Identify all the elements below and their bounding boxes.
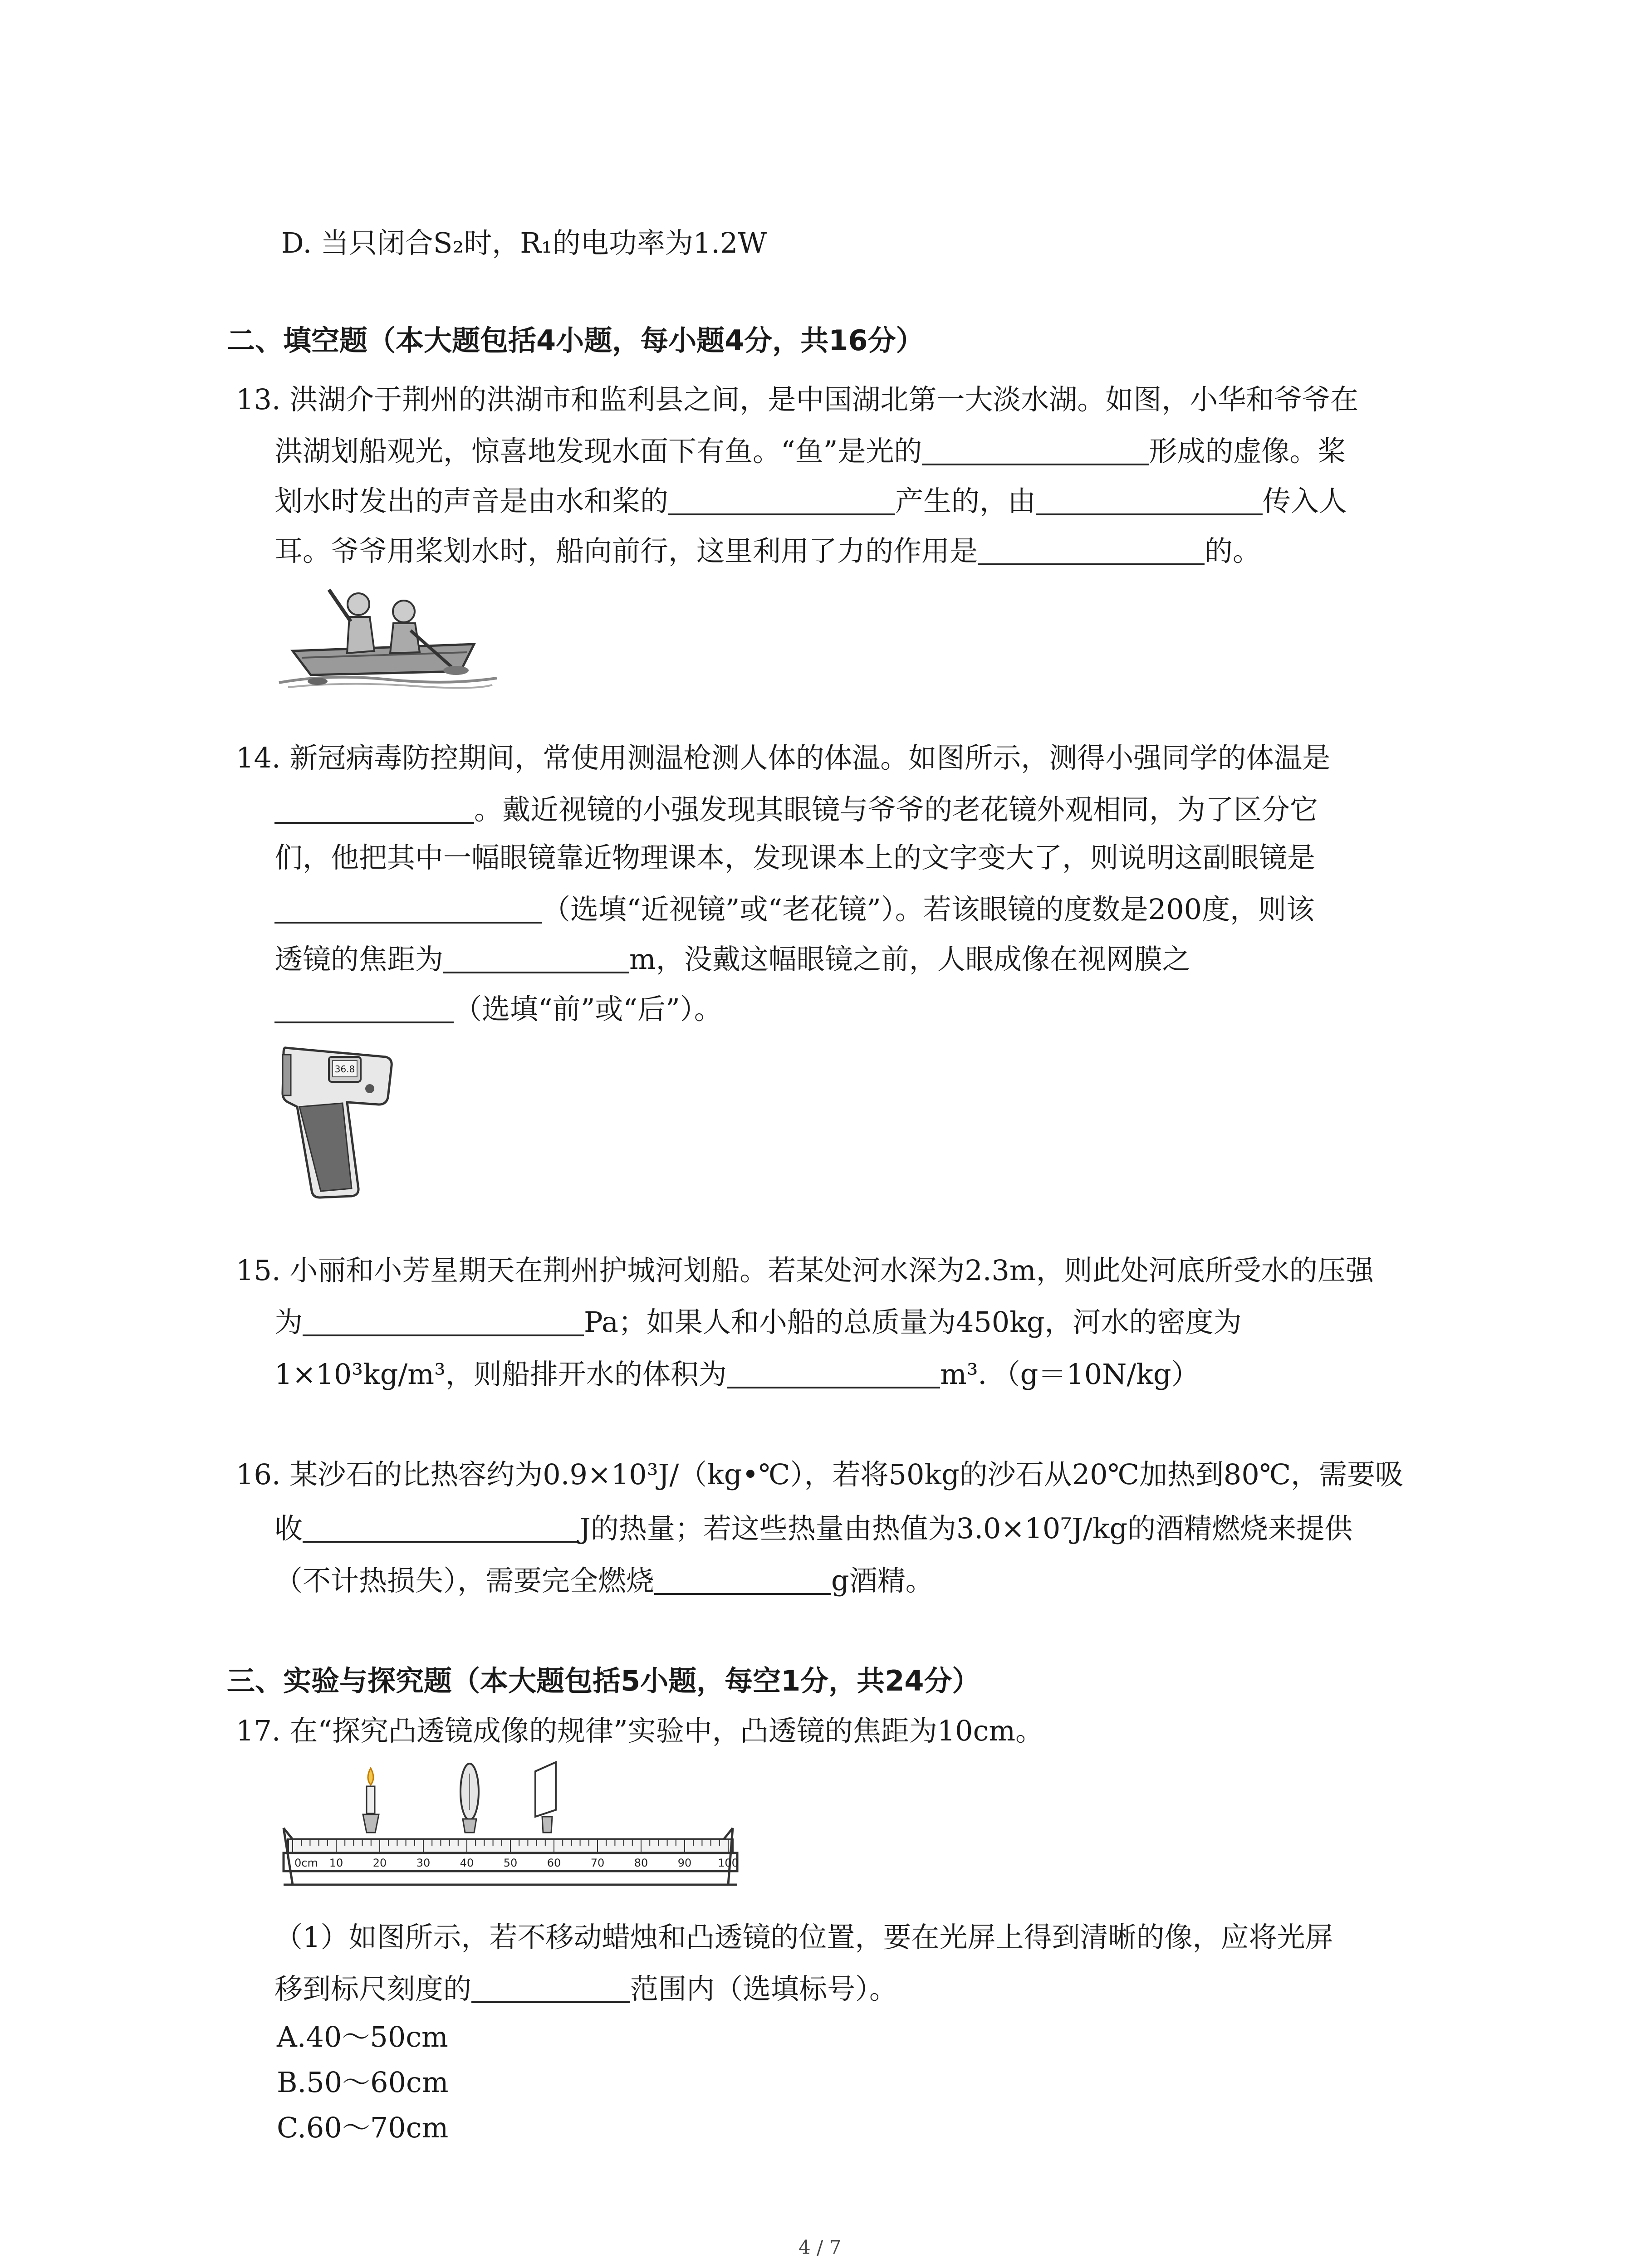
q13-line3 (274, 484, 1347, 518)
q17-option-c: C.60～70cm (277, 2111, 449, 2144)
q14-line6-text-b: （选填“前”或“后”）。 (454, 992, 722, 1026)
q15-line2 (274, 1305, 1242, 1339)
q14-line6 (274, 992, 722, 1026)
bench-tick-label: 50 (503, 1857, 518, 1869)
q16-line3-text-b: g酒精。 (831, 1564, 934, 1597)
q13-line2 (274, 435, 1346, 468)
q14-line1: 14. 新冠病毒防控期间，常使用测温枪测人体的体温。如图所示，测得小强同学的体温是 (236, 741, 1331, 774)
q14-blank-4[interactable] (274, 993, 454, 1023)
q15-line2-text-b: Pa；如果人和小船的总质量为450kg，河水的密度为 (584, 1305, 1242, 1339)
q15-line1: 15. 小丽和小芳星期天在荆州护城河划船。若某处河水深为2.3m，则此处河底所受水的压强 (236, 1254, 1374, 1287)
q14-blank-3[interactable] (443, 943, 629, 973)
candle-flame (368, 1768, 373, 1785)
bench-tick-label: 70 (590, 1857, 605, 1869)
q15-line3-text-a: 1×10³kg/m³，则船排开水的体积为 (274, 1358, 727, 1391)
q16-line2-text-a: 收 (274, 1512, 303, 1545)
candle (367, 1786, 375, 1813)
q15-blank-2[interactable] (727, 1359, 940, 1388)
q14-line4-text-b: （选填“近视镜”或“老花镜”）。若该眼镜的度数是200度，则该 (542, 893, 1315, 926)
q17-sub1-line2-text-b: 范围内（选填标号）。 (630, 1972, 898, 2005)
q15-line2-text-a: 为 (274, 1305, 303, 1339)
q13-line4-text-b: 的。 (1205, 534, 1261, 567)
bench-tick-label: 20 (372, 1857, 387, 1869)
q16-blank-1[interactable] (303, 1513, 579, 1543)
q13-line3-text-b: 产生的，由 (895, 484, 1036, 518)
bench-tick-label: 40 (460, 1857, 474, 1869)
bench-tick-label: 60 (547, 1857, 561, 1869)
q17-blank-1[interactable] (471, 1973, 630, 2003)
q12-option-d: D. 当只闭合S₂时，R₁的电功率为1.2W (281, 226, 767, 259)
q14-line5-text-b: m，没戴这幅眼镜之前，人眼成像在视网膜之 (629, 943, 1190, 976)
q13-line3-text-c: 传入人 (1263, 484, 1347, 518)
boat-figure (274, 576, 501, 692)
q14-blank-2[interactable] (274, 894, 542, 924)
thermometer-gun-figure (279, 1039, 397, 1202)
q13-line3-text-a: 划水时发出的声音是由水和桨的 (274, 484, 669, 518)
q13-blank-1[interactable] (922, 435, 1149, 465)
bench-tick-label: 90 (677, 1857, 692, 1869)
bench-tick-label: 30 (416, 1857, 431, 1869)
light-screen (535, 1762, 556, 1817)
page-footer: 4 / 7 (798, 2236, 842, 2258)
q13-line2-text-b: 形成的虚像。桨 (1149, 435, 1346, 468)
q14-line5 (274, 943, 1190, 976)
bench-tick-label: 80 (634, 1857, 648, 1869)
q14-line2 (274, 794, 1318, 824)
thermometer-display-text: 36.8 (334, 1064, 355, 1075)
q13-line2-text-a: 洪湖划船观光，惊喜地发现水面下有鱼。“鱼”是光的 (274, 435, 922, 468)
section3-heading: 三、实验与探究题（本大题包括5小题，每空1分，共24分） (227, 1664, 980, 1697)
q17-sub1-line2 (274, 1973, 897, 2003)
q17-sub1-line2-text-a: 移到标尺刻度的 (274, 1972, 472, 2005)
q16-line2 (274, 1513, 1352, 1543)
q15-line3-text-b: m³．（g＝10N/kg） (940, 1358, 1200, 1391)
q13-line4-text-a: 耳。爷爷用桨划水时，船向前行，这里利用了力的作用是 (274, 534, 978, 567)
q13-blank-3[interactable] (1036, 485, 1263, 515)
q17-line1: 17. 在“探究凸透镜成像的规律”实验中，凸透镜的焦距为10cm。 (236, 1714, 1044, 1747)
q16-line2-text-b: J的热量；若这些热量由热值为3.0×10⁷J/kg的酒精燃烧来提供 (579, 1512, 1353, 1545)
q15-line3 (274, 1358, 1200, 1391)
q13-blank-2[interactable] (668, 485, 895, 515)
q14-blank-1[interactable] (274, 794, 474, 824)
q17-option-b: B.50～60cm (277, 2066, 449, 2099)
q16-line3 (274, 1565, 934, 1595)
q13-line4 (274, 535, 1261, 565)
q15-blank-1[interactable] (303, 1306, 584, 1336)
bench-tick-label: 10 (329, 1857, 343, 1869)
q14-line5-text-a: 透镜的焦距为 (274, 943, 444, 976)
optical-bench-figure (274, 1760, 742, 1905)
section2-heading: 二、填空题（本大题包括4小题，每小题4分，共16分） (227, 324, 924, 357)
q14-line3: 们，他把其中一幅眼镜靠近物理课本，发现课本上的文字变大了，则说明这副眼镜是 (274, 841, 1316, 874)
bench-tick-label: 100 (718, 1857, 739, 1869)
q13-line1: 13. 洪湖介于荆州的洪湖市和监利县之间，是中国湖北第一大淡水湖。如图，小华和爷爷在 (236, 383, 1359, 416)
q16-line3-text-a: （不计热损失），需要完全燃烧 (274, 1564, 655, 1597)
q16-line1: 16. 某沙石的比热容约为0.9×10³J/（kg•℃），若将50kg的沙石从20℃加热到80℃，需要吸 (236, 1458, 1404, 1491)
bench-tick-label: 0cm (294, 1857, 318, 1869)
q16-blank-2[interactable] (654, 1565, 831, 1595)
q14-line4 (274, 894, 1314, 924)
q17-option-a: A.40～50cm (277, 2020, 448, 2053)
q13-blank-4[interactable] (978, 535, 1205, 565)
q14-line2-text-b: 。戴近视镜的小强发现其眼镜与爷爷的老花镜外观相同，为了区分它 (474, 793, 1318, 826)
q17-sub1-line1: （1）如图所示，若不移动蜡烛和凸透镜的位置，要在光屏上得到清晰的像，应将光屏 (274, 1921, 1333, 1954)
